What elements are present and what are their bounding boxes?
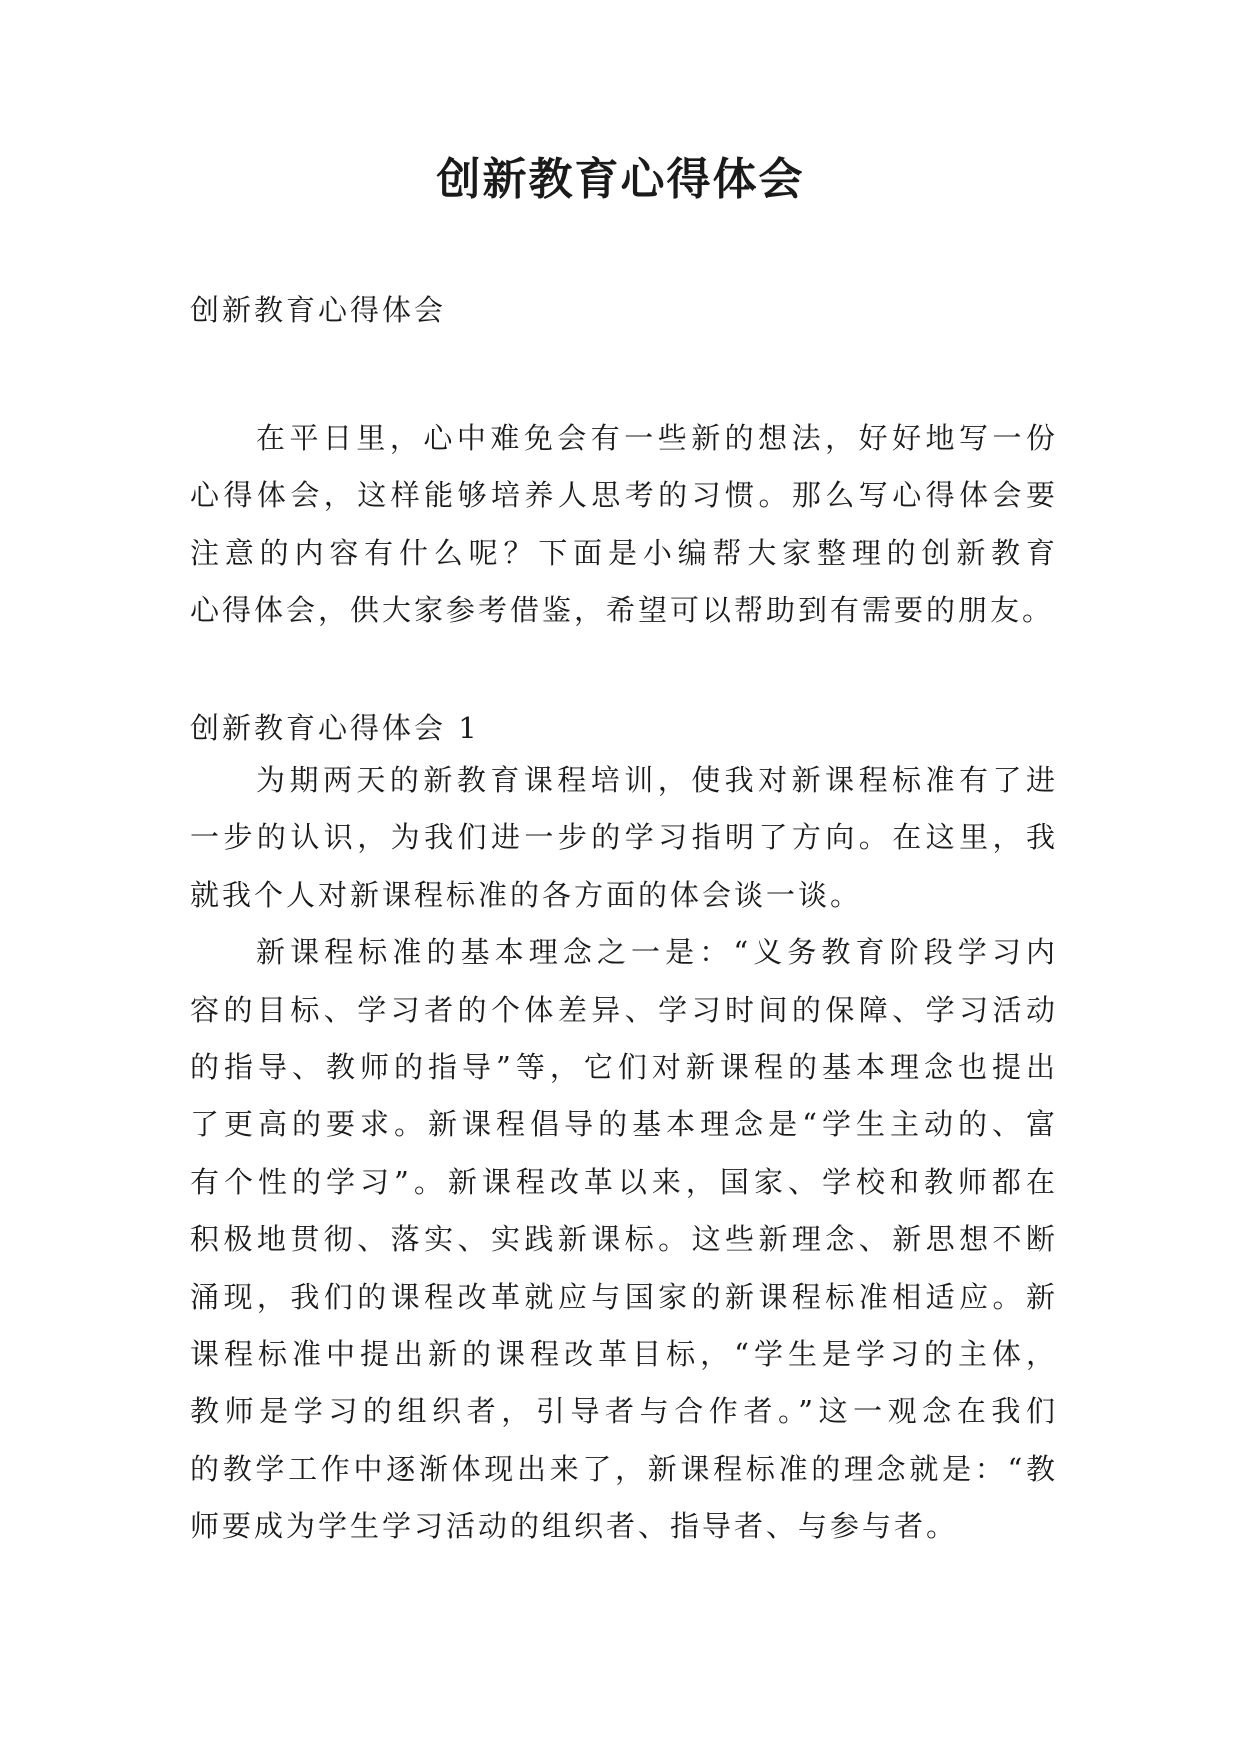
paragraph-line: 新课程标准的基本理念之一是：“义务教育阶段学习内 [256, 935, 1058, 970]
paragraph-line: 课程标准中提出新的课程改革目标，“学生是学习的主体， [190, 1336, 1058, 1371]
paragraph-line: 积极地贯彻、落实、实践新课标。这些新理念、新思想不断 [190, 1222, 1058, 1257]
paragraph-line: 的指导、教师的指导”等，它们对新课程的基本理念也提出 [190, 1049, 1058, 1084]
paragraph-line: 为期两天的新教育课程培训，使我对新课程标准有了进 [256, 763, 1058, 797]
paragraph-line: 教师是学习的组织者，引导者与合作者。”这一观念在我们 [190, 1394, 1058, 1429]
section-body [190, 752, 1058, 1555]
intro-line: 注意的内容有什么呢？下面是小编帮大家整理的创新教育 [190, 535, 1058, 570]
paragraph-line: 一步的认识，为我们进一步的学习指明了方向。在这里，我 [190, 820, 1058, 855]
paragraph-line: 了更高的要求。新课程倡导的基本理念是“学生主动的、富 [190, 1107, 1058, 1142]
paragraph-line: 涌现，我们的课程改革就应与国家的新课程标准相适应。新 [190, 1279, 1058, 1314]
document-title: 创新教育心得体会 [436, 154, 805, 205]
paragraph-line: 有个性的学习”。新课程改革以来，国家、学校和教师都在 [190, 1164, 1058, 1199]
paragraph-line: 容的目标、学习者的个体差异、学习时间的保障、学习活动 [190, 992, 1058, 1027]
section-heading: 创新教育心得体会 1 [190, 711, 480, 745]
paragraph-line: 就我个人对新课程标准的各方面的体会谈一谈。 [190, 877, 863, 912]
intro-line: 心得体会，这样能够培养人思考的习惯。那么写心得体会要 [190, 478, 1058, 513]
intro-paragraph [190, 410, 1058, 640]
document-subtitle: 创新教育心得体会 [190, 293, 447, 327]
paragraph-line: 师要成为学生学习活动的组织者、指导者、与参与者。 [190, 1509, 959, 1544]
paragraph-line: 的教学工作中逐渐体现出来了，新课程标准的理念就是：“教 [190, 1451, 1058, 1486]
intro-line: 在平日里，心中难免会有一些新的想法，好好地写一份 [256, 421, 1058, 455]
intro-line: 心得体会，供大家参考借鉴，希望可以帮助到有需要的朋友。 [190, 593, 1055, 628]
